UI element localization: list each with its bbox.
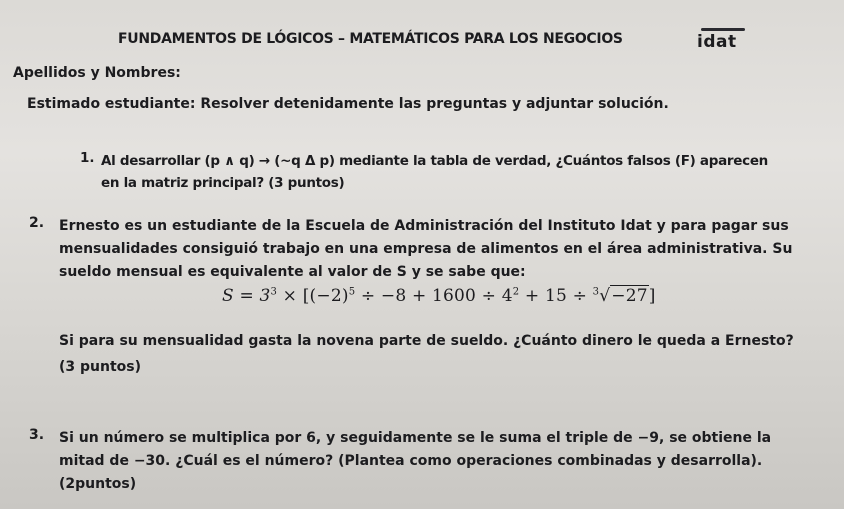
logo-text: idat — [697, 32, 737, 52]
question-3-line-1: Si un número se multiplica por 6, y seguidamente se le suma el triple de −9, se obtiene la — [59, 430, 772, 446]
radical-sign: √ — [599, 286, 611, 306]
question-1-line-1: Al desarrollar (p ∧ q) → (~q Δ p) mediante la tabla de verdad, ¿Cuántos falsos (F) aparecen — [101, 153, 768, 169]
question-1-number: 1. — [80, 150, 95, 166]
formula-close-bracket: ] — [648, 286, 656, 306]
root-index: 3 — [592, 286, 600, 298]
document-title: FUNDAMENTOS DE LÓGICOS – MATEMÁTICOS PARA LOS NEGOCIOS — [118, 31, 623, 47]
question-3-number: 3. — [29, 427, 45, 443]
question-3-line-2: mitad de −30. ¿Cuál es el número? (Plantea como operaciones combinadas y desarrolla). — [59, 453, 763, 469]
formula-part-1: × [(−2) — [277, 286, 349, 306]
question-2-line-2: mensualidades consiguió trabajo en una empresa de alimentos en el área administrativa. Su — [59, 241, 793, 257]
student-names-label: Apellidos y Nombres: — [13, 65, 181, 81]
idat-logo — [695, 28, 755, 54]
question-3-points: (2puntos) — [59, 476, 137, 492]
formula-exp-2: 5 — [348, 286, 356, 298]
radicand: −27 — [611, 286, 648, 306]
question-2-line-1: Ernesto es un estudiante de la Escuela de Administración del Instituto Idat y para pagar sus — [59, 218, 789, 234]
question-2-followup-line-1: Si para su mensualidad gasta la novena parte de sueldo. ¿Cuánto dinero le queda a Ernesto? — [59, 333, 794, 349]
formula-exp-1: 3 — [270, 286, 278, 298]
formula-part-2: ÷ −8 + 1600 ÷ 4 — [355, 286, 513, 306]
salary-formula — [222, 286, 656, 306]
question-2-followup — [59, 328, 794, 380]
question-1-line-2: en la matriz principal? (3 puntos) — [101, 175, 345, 191]
logo-bar — [701, 28, 745, 31]
question-2-text — [59, 215, 834, 284]
question-2-line-3: sueldo mensual es equivalente al valor de S y se sabe que: — [59, 264, 526, 280]
question-2-number: 2. — [29, 215, 45, 231]
instructions-text: Estimado estudiante: Resolver detenidamente las preguntas y adjuntar solución. — [27, 96, 669, 112]
question-2-points: (3 puntos) — [59, 359, 142, 375]
formula-exp-3: 2 — [512, 286, 520, 298]
question-1-text — [101, 150, 768, 194]
formula-lhs: S = 3 — [222, 286, 271, 306]
formula-part-3: + 15 ÷ — [519, 286, 593, 306]
question-3-text — [59, 427, 771, 496]
